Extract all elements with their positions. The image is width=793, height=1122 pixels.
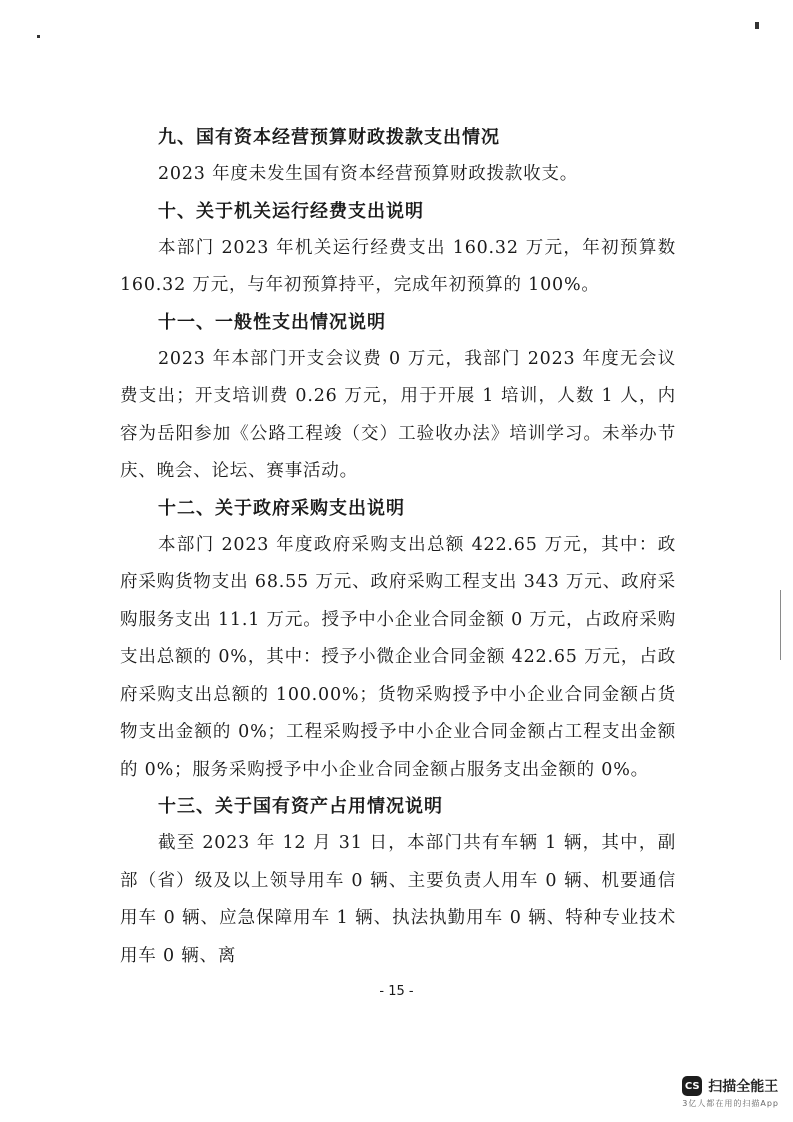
scanner-app-name: 扫描全能王 <box>708 1079 779 1095</box>
section-heading: 十三、关于国有资产占用情况说明 <box>158 796 443 817</box>
section-paragraph: 本部门 2023 年机关运行经费支出 160.32 万元，年初预算数 160.32 万元，与年初预算持平，完成年初预算的 100%。 <box>120 237 676 295</box>
section-paragraph: 2023 年本部门开支会议费 0 万元，我部门 2023 年度无会议费支出；开支培训费 0.26 万元，用于开展 1 培训，人数 1 人，内容为岳阳参加《公路工程竣（交）工验收办法》培训学习。未举办节庆、晚会、论坛、赛事活动。 <box>120 348 676 481</box>
document-body <box>120 120 676 975</box>
scan-speck <box>37 35 40 38</box>
scanner-tagline: 3亿人都在用的扫描App <box>682 1099 779 1108</box>
section-heading: 十一、一般性支出情况说明 <box>158 311 386 333</box>
section-heading: 九、国有资本经营预算财政拨款支出情况 <box>158 127 500 148</box>
section-heading: 十、关于机关运行经费支出说明 <box>158 200 424 222</box>
section-heading: 十二、关于政府采购支出说明 <box>158 497 405 519</box>
scanner-logo-icon: CS <box>682 1076 702 1096</box>
scan-speck <box>755 22 759 29</box>
page-number: - 15 - <box>379 984 414 999</box>
scanner-watermark <box>682 1076 779 1109</box>
scan-edge-line <box>780 590 781 660</box>
section-paragraph: 本部门 2023 年度政府采购支出总额 422.65 万元，其中：政府采购货物支出 68.55 万元、政府采购工程支出 343 万元、政府采购服务支出 11.1 万元。授予中小企业合同金额 0 万元，占政府采购支出总额的 0%，其中：授予小微企业合同金额 422.65 万元，占政府采购支出总额的 100.00%；货物采购授予中小企业合同金额占货物支出金额的 0%；工程采购授予中小企业合同金额占工程支出金额的 0%；服务采购授予中小企业合同金额占服务支出金额的 0%。 <box>120 534 676 780</box>
section-paragraph: 2023 年度未发生国有资本经营预算财政拨款收支。 <box>158 164 579 184</box>
section-paragraph: 截至 2023 年 12 月 31 日，本部门共有车辆 1 辆，其中，副部（省）级及以上领导用车 0 辆、主要负责人用车 0 辆、机要通信用车 0 辆、应急保障用车 1 辆、执法执勤用车 0 辆、特种专业技术用车 0 辆、离 <box>120 833 676 966</box>
